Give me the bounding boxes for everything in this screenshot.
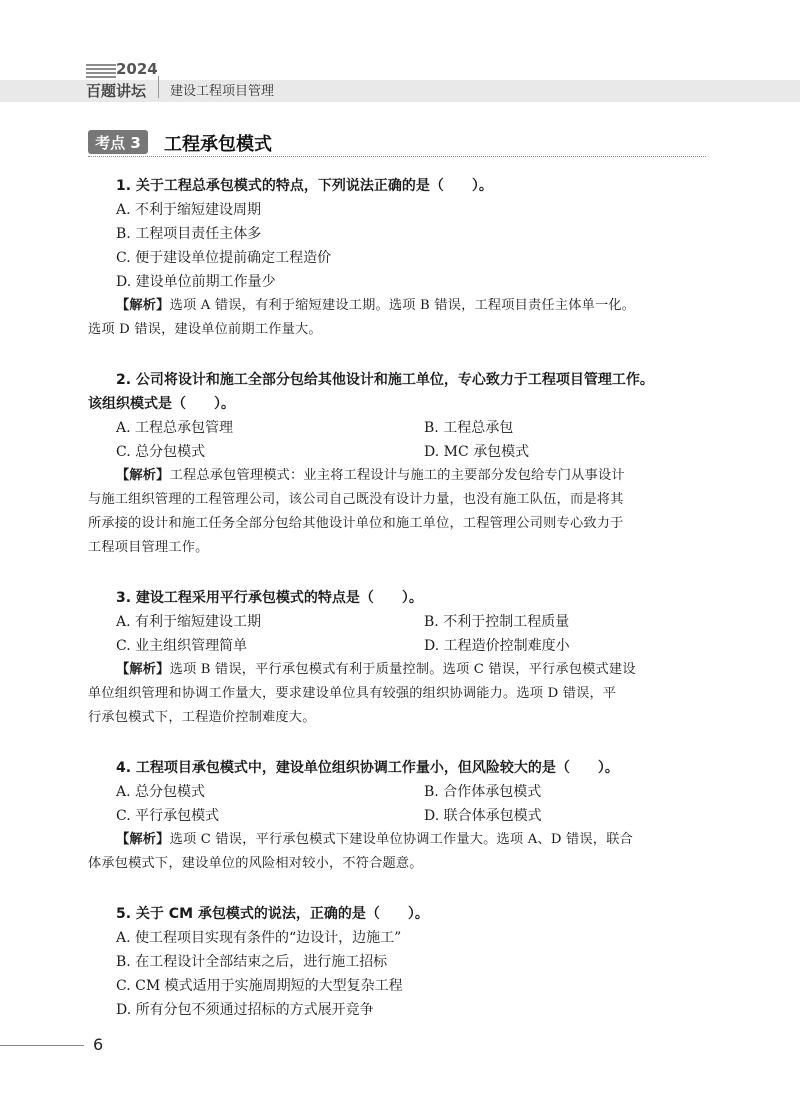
- analysis-tag: 【解析】: [116, 662, 170, 677]
- analysis-tag: 【解析】: [116, 298, 170, 313]
- question-2-stem: 2. 公司将设计和施工全部分包给其他设计和施工单位，专心致力于工程项目管理工作。: [116, 372, 654, 388]
- section-heading: [88, 128, 706, 158]
- question-1-option-a: A. 不利于缩短建设周期: [116, 202, 262, 218]
- section-badge: 考点 3: [88, 130, 148, 154]
- analysis-line: 选项 C 错误，平行承包模式下建设单位协调工作量大。选项 A、D 错误，联合: [169, 832, 633, 847]
- analysis-line: 行承包模式下，工程造价控制难度大。: [88, 710, 316, 725]
- question-1-option-b: B. 工程项目责任主体多: [116, 226, 262, 242]
- question-2-stem-cont: 该组织模式是（ ）。: [88, 396, 235, 412]
- analysis-line: 工程项目管理工作。: [88, 540, 209, 555]
- question-1-stem: 1. 关于工程总承包模式的特点，下列说法正确的是（ ）。: [116, 178, 493, 194]
- page-number: 6: [93, 1035, 104, 1054]
- analysis-line: 体承包模式下，建设单位的风险相对较小，不符合题意。: [88, 856, 423, 871]
- book-title: 建设工程项目管理: [170, 84, 275, 99]
- series-logo: [86, 60, 162, 102]
- section-title: 工程承包模式: [164, 134, 272, 155]
- analysis-tag: 【解析】: [116, 468, 170, 483]
- question-2-option-d: D. MC 承包模式: [424, 444, 530, 460]
- question-5-option-b: B. 在工程设计全部结束之后，进行施工招标: [116, 954, 388, 970]
- question-3-option-d: D. 工程造价控制难度小: [424, 638, 570, 654]
- question-2-option-b: B. 工程总承包: [424, 420, 514, 436]
- question-3-option-b: B. 不利于控制工程质量: [424, 614, 570, 630]
- footer-rule: [0, 1045, 84, 1046]
- question-4-analysis: [116, 830, 633, 850]
- question-3-option-c: C. 业主组织管理简单: [116, 638, 248, 654]
- question-4-option-c: C. 平行承包模式: [116, 808, 220, 824]
- analysis-line: 选项 A 错误，有利于缩短建设工期。选项 B 错误，工程项目责任主体单一化。: [169, 298, 636, 313]
- analysis-line: 所承接的设计和施工任务全部分包给其他设计单位和施工单位，工程管理公司则专心致力于: [88, 516, 624, 531]
- question-5-option-d: D. 所有分包不须通过招标的方式展开竞争: [116, 1002, 374, 1018]
- question-4-option-b: B. 合作体承包模式: [424, 784, 542, 800]
- question-3-option-a: A. 有利于缩短建设工期: [116, 614, 262, 630]
- question-5-stem: 5. 关于 CM 承包模式的说法，正确的是（ ）。: [116, 906, 429, 922]
- question-4-stem: 4. 工程项目承包模式中，建设单位组织协调工作量小，但风险较大的是（ ）。: [116, 760, 619, 776]
- analysis-tag: 【解析】: [116, 832, 170, 847]
- question-1-option-c: C. 便于建设单位提前确定工程造价: [116, 250, 332, 266]
- question-1-analysis: [116, 296, 635, 316]
- question-1-option-d: D. 建设单位前期工作量少: [116, 274, 276, 290]
- question-2-analysis: [116, 466, 625, 486]
- analysis-line: 选项 D 错误，建设单位前期工作量大。: [88, 322, 322, 337]
- question-3-analysis: [116, 660, 636, 680]
- question-5-option-a: A. 使工程项目实现有条件的“边设计，边施工”: [116, 930, 402, 946]
- question-5-option-c: C. CM 模式适用于实施周期短的大型复杂工程: [116, 978, 403, 994]
- section-divider: [88, 156, 706, 157]
- analysis-line: 选项 B 错误，平行承包模式有利于质量控制。选项 C 错误，平行承包模式建设: [169, 662, 636, 677]
- logo-year: 2024: [116, 60, 158, 78]
- header-divider: [158, 76, 159, 98]
- logo-stripes: [86, 64, 116, 80]
- question-4-option-a: A. 总分包模式: [116, 784, 206, 800]
- question-2-option-a: A. 工程总承包管理: [116, 420, 234, 436]
- question-4-option-d: D. 联合体承包模式: [424, 808, 542, 824]
- analysis-line: 工程总承包管理模式：业主将工程设计与施工的主要部分发包给专门从事设计: [169, 468, 625, 483]
- question-2-option-c: C. 总分包模式: [116, 444, 206, 460]
- analysis-line: 单位组织管理和协调工作量大，要求建设单位具有较强的组织协调能力。选项 D 错误，平: [88, 686, 617, 701]
- logo-brand: 百题讲坛: [86, 82, 147, 100]
- analysis-line: 与施工组织管理的工程管理公司，该公司自己既没有设计力量，也没有施工队伍，而是将其: [88, 492, 624, 507]
- question-3-stem: 3. 建设工程采用平行承包模式的特点是（ ）。: [116, 590, 423, 606]
